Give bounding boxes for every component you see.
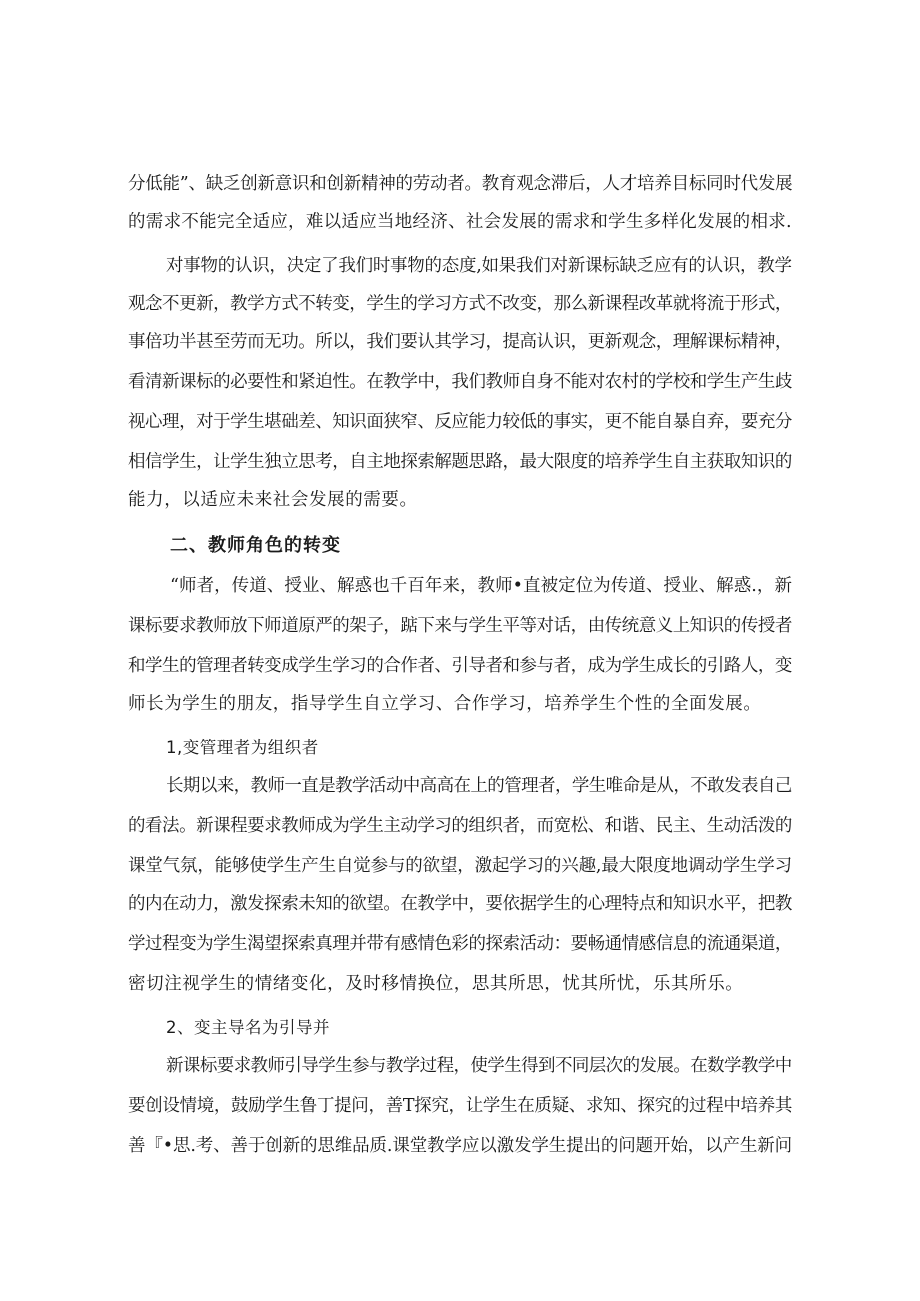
- text-line: 新课标要求教师引导学生参与教学过程，使学生得到不同层次的发展。在数学教学中: [166, 1056, 792, 1076]
- text-line: 的内在动力，激发探索未知的欲望。在教学中，要依据学生的心理特点和知识水平，把教: [128, 894, 792, 914]
- text-line: “师者，传道、授业、解惑也千百年来，教师•直被定位为传道、授业、解惑.，新: [170, 576, 793, 596]
- text-line: 事倍功半甚至劳而无功。所以，我们要认其学习，提高认识，更新观念，理解课标精神，: [128, 332, 792, 352]
- text-line: 密切注视学生的情绪变化，及时移情换位，思其所思，忧其所忧，乐其所乐。: [128, 974, 744, 994]
- text-line: 分低能”、缺乏创新意识和创新精神的劳动者。教育观念滞后，人才培养目标同时代发展: [128, 174, 793, 194]
- text-line: 相信学生，让学生独立思考，自主地探索解题思路，最大限度的培养学生自主获取知识的: [128, 452, 792, 472]
- text-line: 的看法。新课程要求教师成为学生主动学习的组织者，而宽松、和谐、民主、生动活泼的: [128, 816, 792, 836]
- text-line: 善『•思.考、善于创新的思维品质.课堂教学应以激发学生提出的问题开始，以产生新问: [128, 1136, 792, 1156]
- text-line: 视心理，对于学生堪础差、知识面狭窄、反应能力较低的事实，更不能自暴自弃，要充分: [128, 412, 792, 432]
- subsection-heading: 2、变主导名为引导并: [166, 1018, 330, 1037]
- text-line: 课标要求教师放下师道原严的架子，踮下来与学生平等对话，由传统意义上知识的传授者: [128, 616, 792, 636]
- text-line: 课堂气氛，能够使学生产生自觉参与的欲望，激起学习的兴趣,最大限度地调动学生学习: [128, 856, 792, 876]
- text-line: 要创设情境，鼓励学生鲁丁提问，善T探究，让学生在质疑、求知、探究的过程中培养其: [128, 1096, 793, 1116]
- text-line: 长期以来，教师一直是教学活动中高高在上的管理者，学生唯命是从，不敢发表自己: [166, 776, 792, 796]
- text-line: 观念不更新，教学方式不转变，学生的学习方式不改变，那么新课程改革就将流于形式，: [128, 294, 792, 314]
- text-line: 和学生的管理者转变成学生学习的合作者、引导者和参与者，成为学生成长的引路人，变: [128, 656, 792, 676]
- text-line: 学过程变为学生渴望探索真理并带有感情色彩的探索活动：要畅通情感信息的流通渠道，: [128, 934, 792, 954]
- text-line: 看清新课标的必要性和紧迫性。在教学中，我们教师自身不能对农村的学校和学生产生歧: [128, 372, 792, 392]
- text-line: 的需求不能完全适应，难以适应当地经济、社会发展的需求和学生多样化发展的相求.: [128, 212, 792, 232]
- subsection-heading: 1,变管理者为组织者: [166, 738, 319, 757]
- text-line: 对事物的认识，决定了我们时事物的态度,如果我们对新课标缺乏应有的认识，教学: [166, 256, 792, 276]
- section-heading: 二、教师角色的转变: [170, 535, 341, 556]
- text-line: 能力，以适应未来社会发展的需要。: [128, 490, 418, 510]
- text-line: 师长为学生的朋友，指导学生自立学习、合作学习，培养学生个性的全面发展。: [128, 694, 762, 714]
